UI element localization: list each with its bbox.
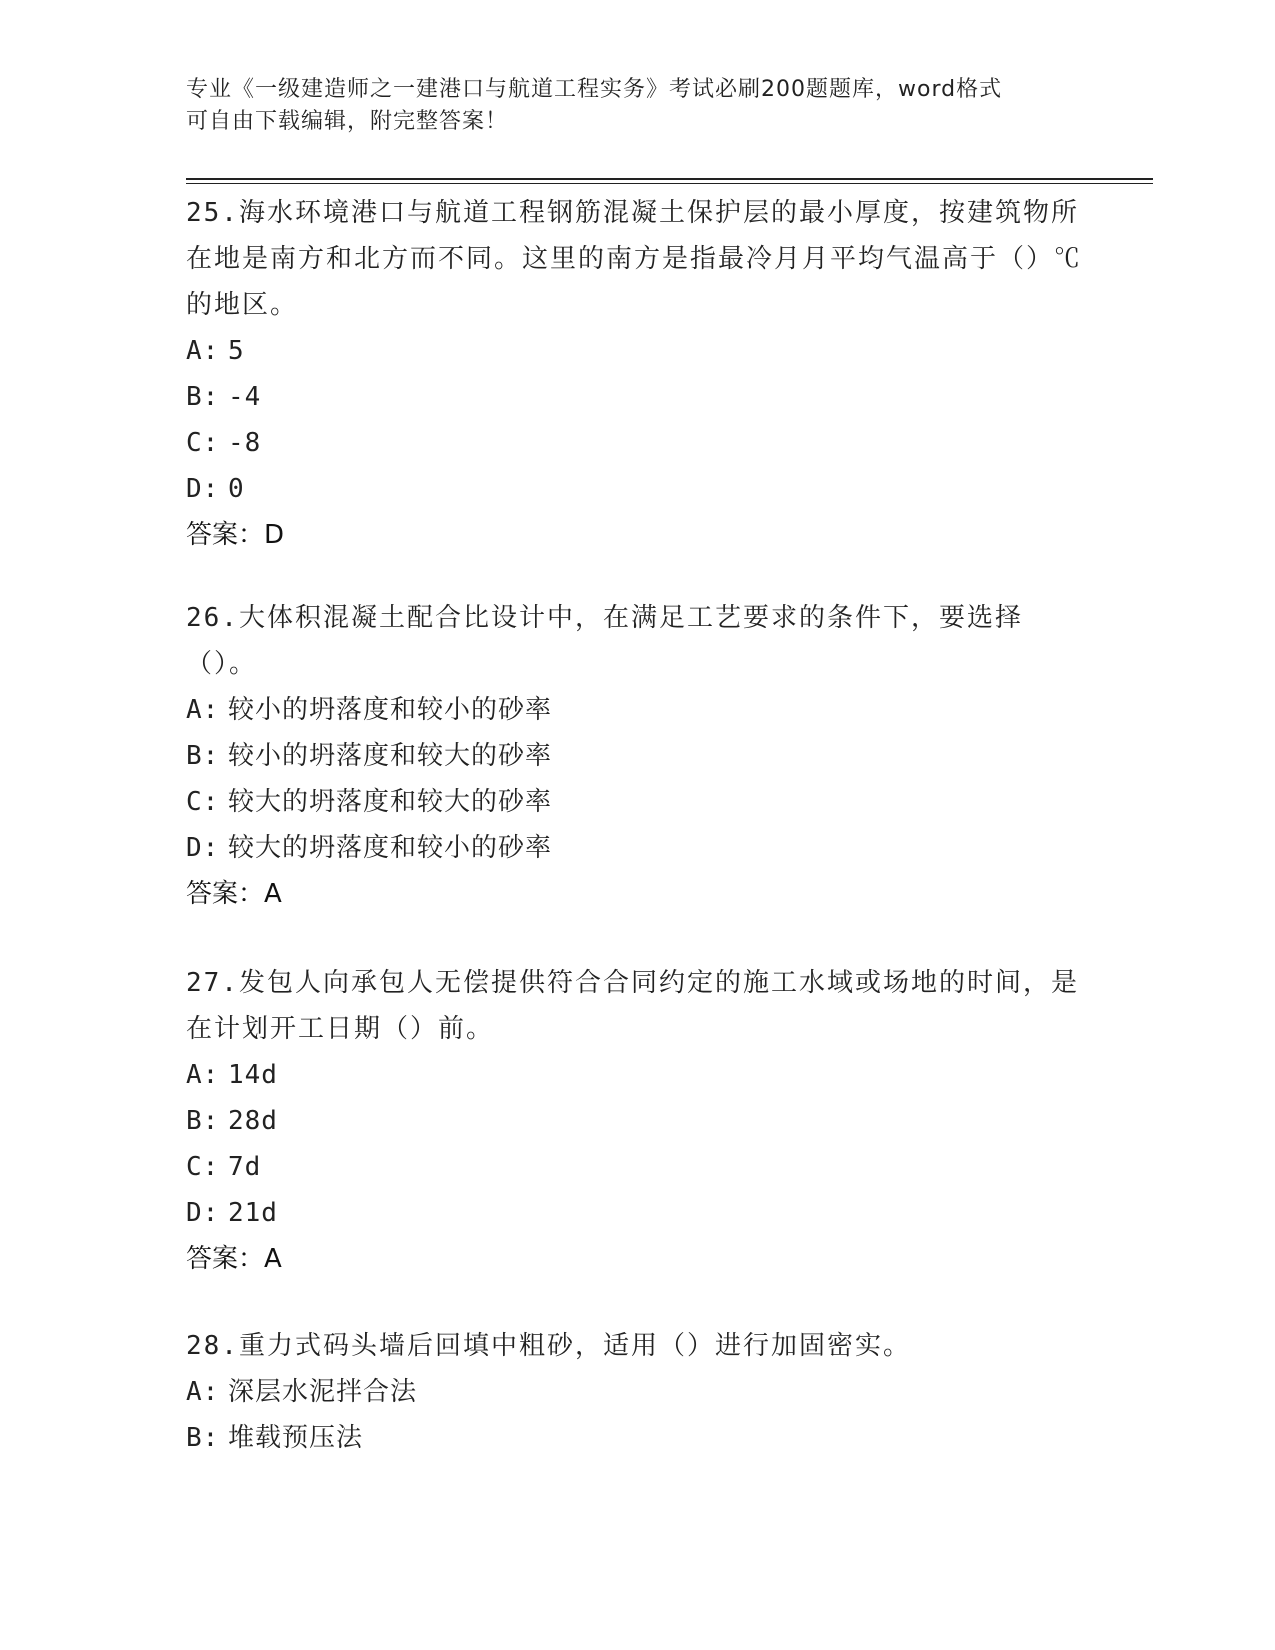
option-c: C: -8 — [186, 428, 262, 458]
option-a: A: 5 — [186, 336, 245, 366]
option-b: B: 堆载预压法 — [186, 1423, 364, 1453]
answer-line: 答案：A — [186, 1244, 282, 1274]
question-stem: 25.海水环境港口与航道工程钢筋混凝土保护层的最小厚度，按建筑物所在地是南方和北方而不同。这里的南方是指最冷月月平均气温高于（）℃的地区。 — [186, 198, 1083, 320]
question-26 — [186, 595, 1086, 917]
answer-line: 答案：A — [186, 879, 282, 909]
question-stem: 28.重力式码头墙后回填中粗砂，适用（）进行加固密实。 — [186, 1331, 911, 1361]
option-b: B: 28d — [186, 1106, 278, 1136]
option-b: B: 较小的坍落度和较大的砂率 — [186, 741, 553, 771]
option-d: D: 21d — [186, 1198, 278, 1228]
option-c: C: 较大的坍落度和较大的砂率 — [186, 787, 553, 817]
question-27 — [186, 960, 1086, 1282]
header-divider-thick — [186, 178, 1153, 180]
question-stem: 27.发包人向承包人无偿提供符合合同约定的施工水域或场地的时间，是在计划开工日期（）前。 — [186, 968, 1079, 1044]
header-divider-thin — [186, 183, 1153, 184]
option-a: A: 深层水泥拌合法 — [186, 1377, 418, 1407]
option-a: A: 14d — [186, 1060, 278, 1090]
question-28 — [186, 1323, 1086, 1461]
document-header — [186, 74, 1066, 138]
option-b: B: -4 — [186, 382, 262, 412]
option-d: D: 0 — [186, 474, 245, 504]
header-line-2: 可自由下载编辑，附完整答案！ — [186, 109, 509, 134]
header-line-1: 专业《一级建造师之一建港口与航道工程实务》考试必刷200题题库，word格式 — [186, 77, 1003, 102]
answer-line: 答案：D — [186, 520, 285, 550]
option-d: D: 较大的坍落度和较小的砂率 — [186, 833, 553, 863]
question-stem: 26.大体积混凝土配合比设计中，在满足工艺要求的条件下，要选择（）。 — [186, 603, 1023, 679]
option-a: A: 较小的坍落度和较小的砂率 — [186, 695, 553, 725]
option-c: C: 7d — [186, 1152, 262, 1182]
question-25 — [186, 190, 1086, 558]
